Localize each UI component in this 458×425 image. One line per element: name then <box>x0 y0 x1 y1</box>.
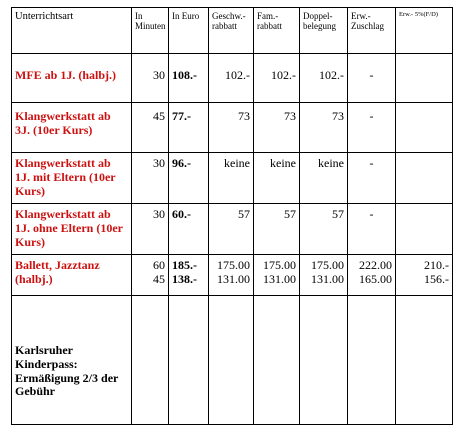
minutes-cell: 30 <box>132 153 169 204</box>
empty-cell <box>209 296 254 425</box>
erw-cell: - <box>348 153 396 204</box>
minutes-value-2: 45 <box>153 271 165 286</box>
doppel-cell: 57 <box>300 204 348 255</box>
table-row <box>12 204 453 255</box>
table-row <box>12 153 453 204</box>
euro-cell: 108.- <box>169 54 209 103</box>
doppel-cell: 73 <box>300 103 348 153</box>
header-erw-5-prozent: Erw.- 5%(F/D) <box>396 8 453 54</box>
fam-cell: keine <box>254 153 300 204</box>
empty-cell <box>396 296 453 425</box>
erw5-value-2: 156.- <box>424 271 449 286</box>
erw-value: 222.00 <box>359 258 392 272</box>
erw-cell: - <box>348 204 396 255</box>
empty-cell <box>254 296 300 425</box>
fam-value: 175.00 <box>263 258 296 272</box>
euro-value-2: 138.- <box>172 271 197 286</box>
geschw-cell: 102.- <box>209 54 254 103</box>
doppel-value: 175.00 <box>311 258 344 272</box>
erw5-cell <box>396 204 453 255</box>
erw-cell <box>348 255 396 296</box>
minutes-cell: 30 <box>132 54 169 103</box>
header-euro: In Euro <box>169 8 209 54</box>
doppel-value-2: 131.00 <box>311 271 344 286</box>
course-name: Klangwerkstatt ab 3J. (10er Kurs) <box>12 103 132 153</box>
minutes-cell <box>132 255 169 296</box>
fam-cell: 102.- <box>254 54 300 103</box>
header-doppelbelegung: Doppel-belegung <box>300 8 348 54</box>
header-geschw-rabatt: Geschw.-rabbatt <box>209 8 254 54</box>
doppel-cell: 102.- <box>300 54 348 103</box>
header-erw-zuschlag: Erw.-Zuschlag <box>348 8 396 54</box>
header-fam-rabatt: Fam.-rabbatt <box>254 8 300 54</box>
course-name: Klangwerkstatt ab 1J. ohne Eltern (10er Kurs) <box>12 204 132 255</box>
fam-cell <box>254 255 300 296</box>
minutes-cell: 45 <box>132 103 169 153</box>
euro-cell: 60.- <box>169 204 209 255</box>
doppel-cell: keine <box>300 153 348 204</box>
table-row <box>12 103 453 153</box>
geschw-cell <box>209 255 254 296</box>
erw-cell: - <box>348 103 396 153</box>
euro-value: 185.- <box>172 258 197 272</box>
euro-cell: 77.- <box>169 103 209 153</box>
erw-value-2: 165.00 <box>359 271 392 286</box>
course-name: Ballett, Jazztanz (halbj.) <box>12 255 132 296</box>
euro-cell: 96.- <box>169 153 209 204</box>
geschw-value: 175.00 <box>217 258 250 272</box>
minutes-cell: 30 <box>132 204 169 255</box>
course-name: Klangwerkstatt ab 1J. mit Eltern (10er Kurs) <box>12 153 132 204</box>
price-table <box>11 7 453 425</box>
erw-cell: - <box>348 54 396 103</box>
geschw-cell: 73 <box>209 103 254 153</box>
geschw-value-2: 131.00 <box>217 271 250 286</box>
erw5-cell <box>396 255 453 296</box>
header-minuten: In Minuten <box>132 8 169 54</box>
empty-cell <box>300 296 348 425</box>
header-unterrichtsart: Unterrichtsart <box>12 8 132 54</box>
table-header-row <box>12 8 453 54</box>
erw5-cell <box>396 153 453 204</box>
empty-cell <box>348 296 396 425</box>
table-row <box>12 255 453 296</box>
kinderpass-note: Karlsruher Kinderpass: Ermäßigung 2/3 der Gebühr <box>12 296 132 425</box>
geschw-cell: 57 <box>209 204 254 255</box>
geschw-cell: keine <box>209 153 254 204</box>
fam-cell: 57 <box>254 204 300 255</box>
empty-cell <box>169 296 209 425</box>
fam-cell: 73 <box>254 103 300 153</box>
empty-cell <box>132 296 169 425</box>
table-row <box>12 54 453 103</box>
erw5-cell <box>396 103 453 153</box>
erw5-value: 210.- <box>424 258 449 272</box>
course-name: MFE ab 1J. (halbj.) <box>12 54 132 103</box>
doppel-cell <box>300 255 348 296</box>
minutes-value: 60 <box>153 258 165 272</box>
table-row <box>12 296 453 425</box>
euro-cell <box>169 255 209 296</box>
erw5-cell <box>396 54 453 103</box>
fam-value-2: 131.00 <box>263 271 296 286</box>
